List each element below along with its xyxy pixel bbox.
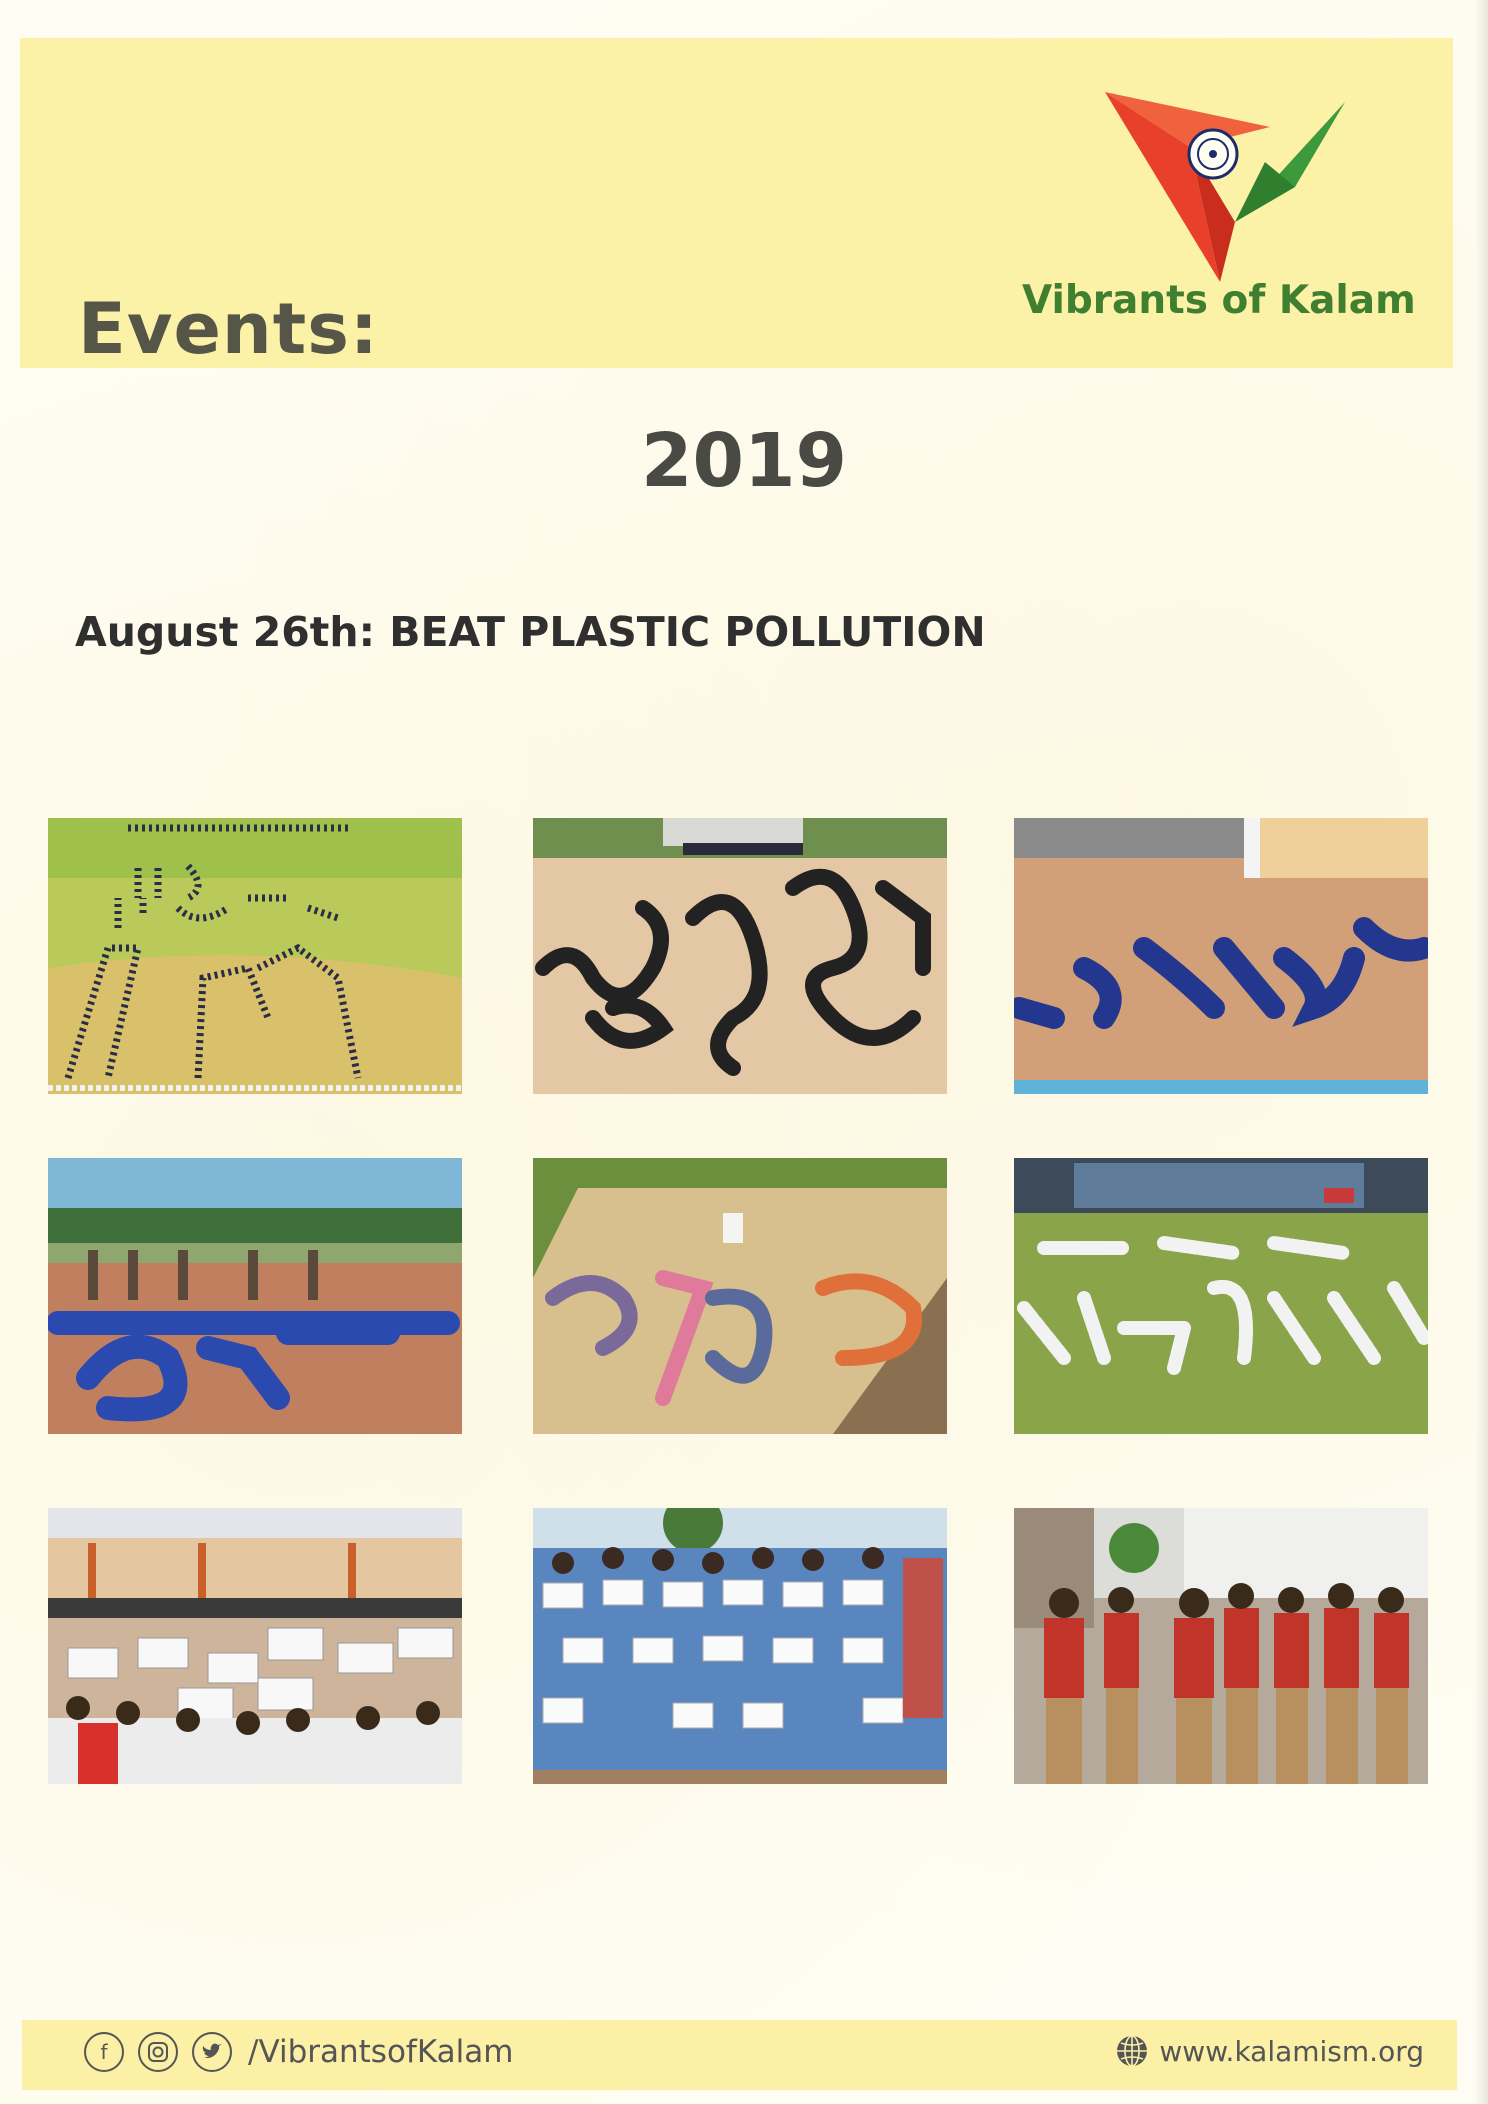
page-title: Events:	[78, 288, 379, 370]
photo-rally-red-shirts	[1014, 1508, 1428, 1784]
brand-name: Vibrants of Kalam	[1022, 278, 1416, 323]
photo-white-uniforms-grass	[1014, 1158, 1428, 1434]
photo-no-plastic-grass	[48, 818, 462, 1094]
photo-students-circle	[533, 1158, 947, 1434]
twitter-icon[interactable]	[192, 2032, 232, 2072]
social-handle[interactable]: /VibrantsofKalam	[248, 2034, 514, 2070]
photo-blue-uniforms-ground	[48, 1158, 462, 1434]
vibrants-logo-icon	[1105, 92, 1345, 282]
year-heading: 2019	[641, 418, 847, 504]
photo-students-row	[1014, 818, 1428, 1094]
instagram-icon[interactable]	[138, 2032, 178, 2072]
website-link[interactable]	[1115, 2034, 1424, 2068]
social-links	[84, 2032, 513, 2072]
website-url[interactable]: www.kalamism.org	[1159, 2034, 1424, 2068]
facebook-icon[interactable]: f	[84, 2032, 124, 2072]
photo-telugu-script	[533, 818, 947, 1094]
globe-icon	[1115, 2034, 1149, 2068]
photo-girls-placards	[533, 1508, 947, 1784]
photo-placards-white	[48, 1508, 462, 1784]
event-heading: August 26th: BEAT PLASTIC POLLUTION	[75, 608, 986, 656]
page-edge	[1474, 0, 1488, 2104]
